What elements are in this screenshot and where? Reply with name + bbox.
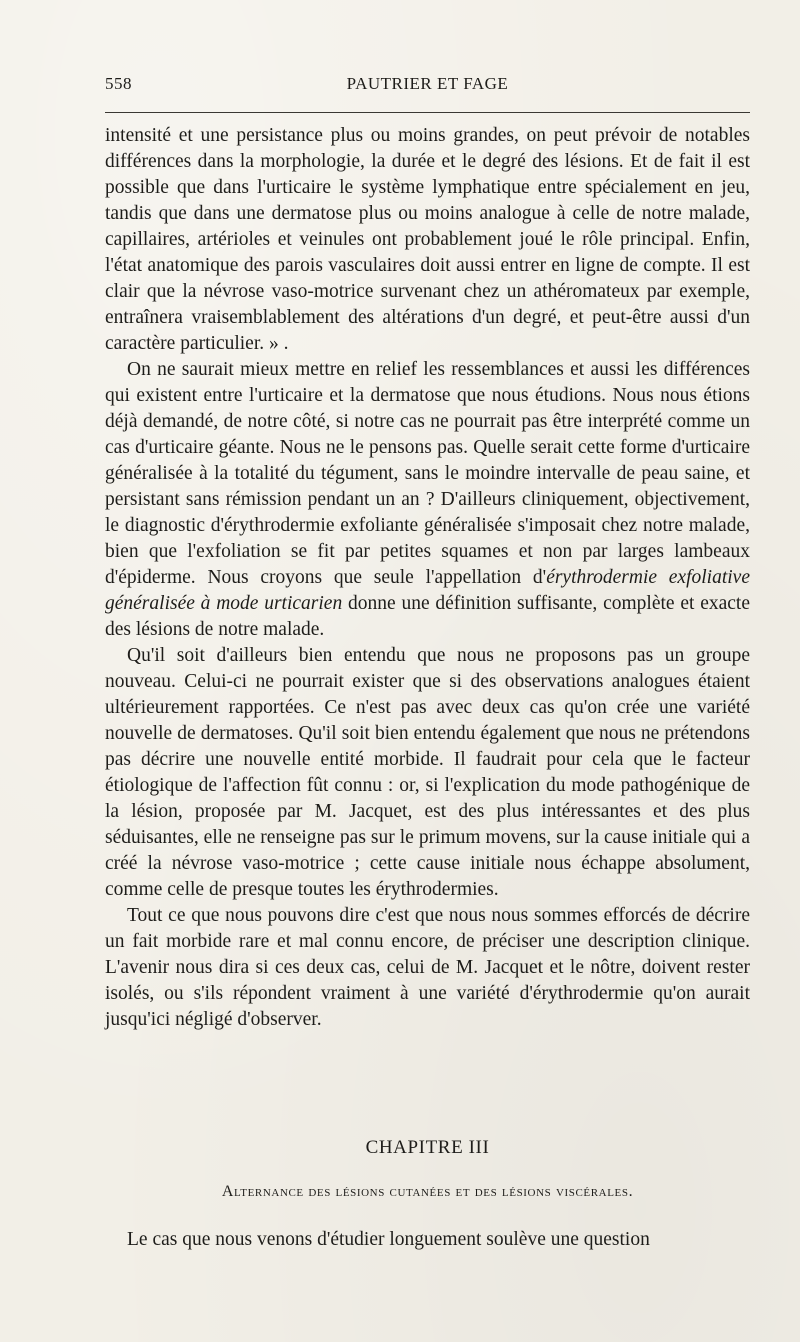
paragraph-2-start: On ne saurait mieux mettre en relief les ressemblances et aussi les différences qui existent entre l'urticaire et la dermatose que nous étudions. Nous nous étions déjà demandé, de notre côté, si notre cas ne pourrait pas être interprété comme un cas d'urticaire géante. Nous ne le pensons pas. Quelle serait cette forme d'urticaire généralisée à la totalité du tégument, sans le moindre intervalle de peau saine, et persistant sans rémission pendant un an ? D'ailleurs cliniquement, objectivement, le diagnostic d'érythrodermie exfoliante généralisée s'imposait chez notre malade, bien que l'exfoliation se fit par petites squames et non par larges lambeaux d'épiderme. Nous croyons que seule l'appellation d' [105,359,750,588]
body-text [105,123,750,1033]
trailing-paragraph: Le cas que nous venons d'étudier longuement soulève une question [127,1229,650,1250]
header-rule [105,112,750,113]
paragraph-2 [105,357,750,643]
page-header [105,74,750,100]
running-title: PAUTRIER ET FAGE [346,74,509,93]
italic-term: érythrodermie exfoliative généralisée à mode urticarien [105,567,750,614]
paragraph-3: Qu'il soit d'ailleurs bien entendu que nous ne proposons pas un groupe nouveau. Celui-ci ne pourrait exister que si des observations analogues étaient ultérieurement rapportées. Ce n'est pas avec deux cas qu'on crée une variété nouvelle de dermatoses. Qu'il soit bien entendu également que nous ne prétendons pas décrire une nouvelle entité morbide. Il faudrait pour cela que le facteur étiologique de l'affection fût connu : or, si l'explication du mode pathogénique de la lésion, proposée par M. Jacquet, est des plus intéressantes et des plus séduisantes, elle ne renseigne pas sur le primum movens, sur la cause initiale qui a créé la névrose vaso-motrice ; cette cause initiale nous échappe absolument, comme celle de presque toutes les érythrodermies. [105,645,750,900]
paragraph-4: Tout ce que nous pouvons dire c'est que nous nous sommes efforcés de décrire un fait morbide rare et mal connu encore, de préciser une description clinique. L'avenir nous dira si ces deux cas, celui de M. Jacquet et le nôtre, doivent rester isolés, ou s'ils répondent vraiment à une variété d'érythrodermie qu'on aurait jusqu'ici négligé d'observer. [105,905,750,1030]
paragraph-2-end: donne une définition suffisante, complète et exacte des lésions de notre malade. [105,593,750,640]
page-number: 558 [105,74,132,93]
paragraph-1: intensité et une persistance plus ou moins grandes, on peut prévoir de notables différences dans la morphologie, la durée et le degré des lésions. Et de fait il est possible que dans l'urticaire le système lymphatique entre spécialement en jeu, tandis que dans une dermatose plus ou moins analogue à celle de notre malade, capillaires, artérioles et veinules ont probablement joué le rôle principal. Enfin, l'état anatomique des parois vasculaires doit aussi entrer en ligne de compte. Il est clair que la névrose vaso-motrice survenant chez un athéromateux par exemple, entraînera vraisemblablement des altérations d'un degré, et peut-être aussi d'un caractère particulier. » . [105,125,750,354]
chapter-title: CHAPITRE III [365,1137,490,1158]
chapter-subtitle: Alternance des lésions cutanées et des lésions viscérales. [221,1183,634,1200]
